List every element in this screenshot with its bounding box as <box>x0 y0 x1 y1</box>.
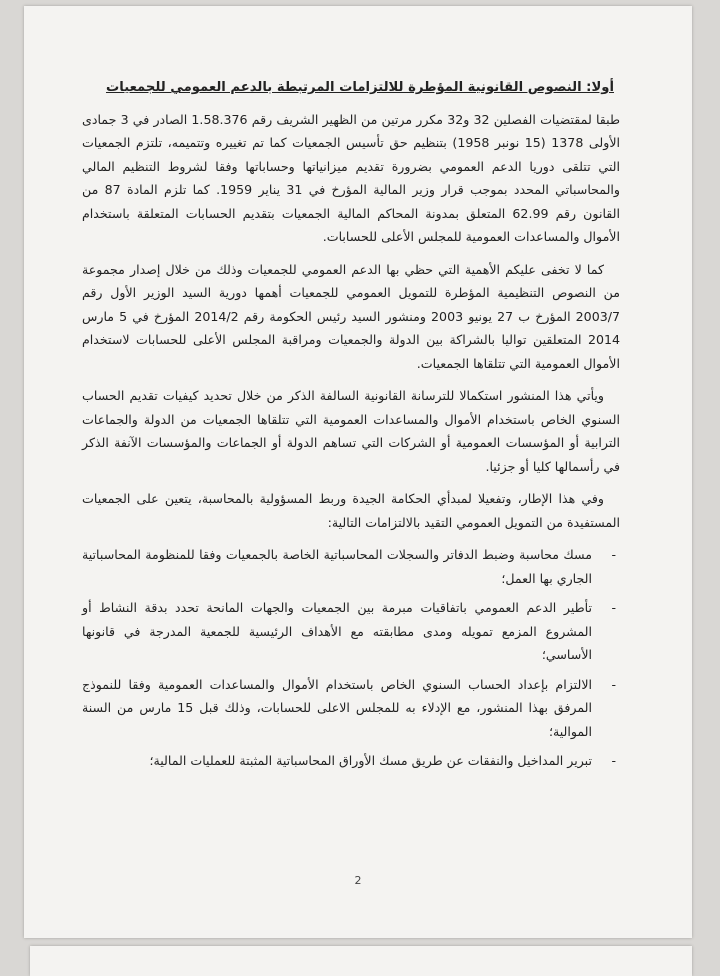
paragraph-legal-basis: طبقا لمقتضيات الفصلين 32 و32 مكرر مرتين من الظهير الشريف رقم 1.58.376 الصادر في 3 جمادى الأولى 1378 (15 نونبر 1958) بتنظيم حق تأسيس الجمعيات كما تم تغييره وتتميمه، تلتزم الجمعيات التي تتلقى دوريا الدعم العمومي بضرورة تقديم ميزانياتها وحساباتها وفقا لشروط التنظيم المالي والمحاسباتي المحدد بموجب قرار وزير المالية المؤرخ في 31 يناير 1959. كما تلزم المادة 87 من القانون رقم 62.99 المتعلق بمدونة المحاكم المالية الجمعيات بتقديم الحسابات المتعلقة باستخدام الأموال والمساعدات العمومية للمجلس الأعلى للحسابات. <box>82 111 620 244</box>
document-page <box>24 6 692 938</box>
paragraph-circular-purpose: ويأتي هذا المنشور استكمالا للترسانة القانونية السالفة الذكر من خلال تحديد كيفيات تقديم الحساب السنوي الخاص باستخدام الأموال والمساعدات العمومية التي تتلقاها الجمعيات من الدولة والجماعات الترابية أو المؤسسات العمومية أو الشركات التي تساهم الدولة أو الجماعات والمؤسسات الآنفة الذكر في رأسمالها كليا أو جزئيا. <box>82 388 620 474</box>
list-item-text: تأطير الدعم العمومي باتفاقيات مبرمة بين الجمعيات والجهات المانحة تحدد بدقة النشاط أو المشروع المزمع تمويله ومدى مطابقته مع الأهداف الرئيسية للجمعية المدرجة في قانونها الأساسي؛ <box>82 600 592 662</box>
list-item <box>82 749 620 773</box>
list-item <box>82 596 620 667</box>
list-item <box>82 673 620 744</box>
bullet-marker: - <box>611 600 616 615</box>
paragraph-public-support: كما لا تخفى عليكم الأهمية التي حظي بها الدعم العمومي للجمعيات وذلك من خلال إصدار مجموعة من النصوص التنظيمية المؤطرة للتمويل العمومي للجمعيات أهمها دورية السيد الوزير الأول رقم 2003/7 المؤرخ ب 27 يونيو 2003 ومنشور السيد رئيس الحكومة رقم 2014/2 المؤرخ في 5 مارس 2014 المتعلقين تواليا بالشراكة بين الدولة والجمعيات ومراقبة المجلس الأعلى للحسابات لاستخدام الأموال العمومية التي تتلقاها الجمعيات. <box>82 261 620 371</box>
list-item-text: الالتزام بإعداد الحساب السنوي الخاص باستخدام الأموال والمساعدات العمومية وفقا للنموذج المرفق بهذا المنشور، مع الإدلاء به للمجلس الاعلى للحسابات، وذلك قبل 15 مارس من السنة الموالية؛ <box>82 676 592 739</box>
list-item-text: تبرير المداخيل والنفقات عن طريق مسك الأوراق المحاسباتية المثبتة للعمليات المالية؛ <box>149 753 592 768</box>
list-item-text: مسك محاسبة وضبط الدفاتر والسجلات المحاسباتية الخاصة بالجمعيات وفقا للمنظومة المحاسباتية الجاري بها العمل؛ <box>82 547 592 586</box>
page-number: 2 <box>354 874 362 887</box>
list-item <box>82 543 620 590</box>
bullet-marker: - <box>611 547 616 562</box>
section-heading: أولا: النصوص القانونية المؤطرة للالتزامات المرتبطة بالدعم العمومي للجمعيات <box>105 80 614 95</box>
obligations-list <box>82 543 620 773</box>
paragraph-obligations-intro: وفي هذا الإطار، وتفعيلا لمبدأي الحكامة الجيدة وربط المسؤولية بالمحاسبة، يتعين على الجمعيات المستفيدة من التمويل العمومي التقيد بالالتزامات التالية: <box>82 491 620 530</box>
document-body <box>82 76 620 779</box>
next-page-edge <box>30 946 692 976</box>
bullet-marker: - <box>611 676 616 692</box>
bullet-marker: - <box>611 753 616 768</box>
